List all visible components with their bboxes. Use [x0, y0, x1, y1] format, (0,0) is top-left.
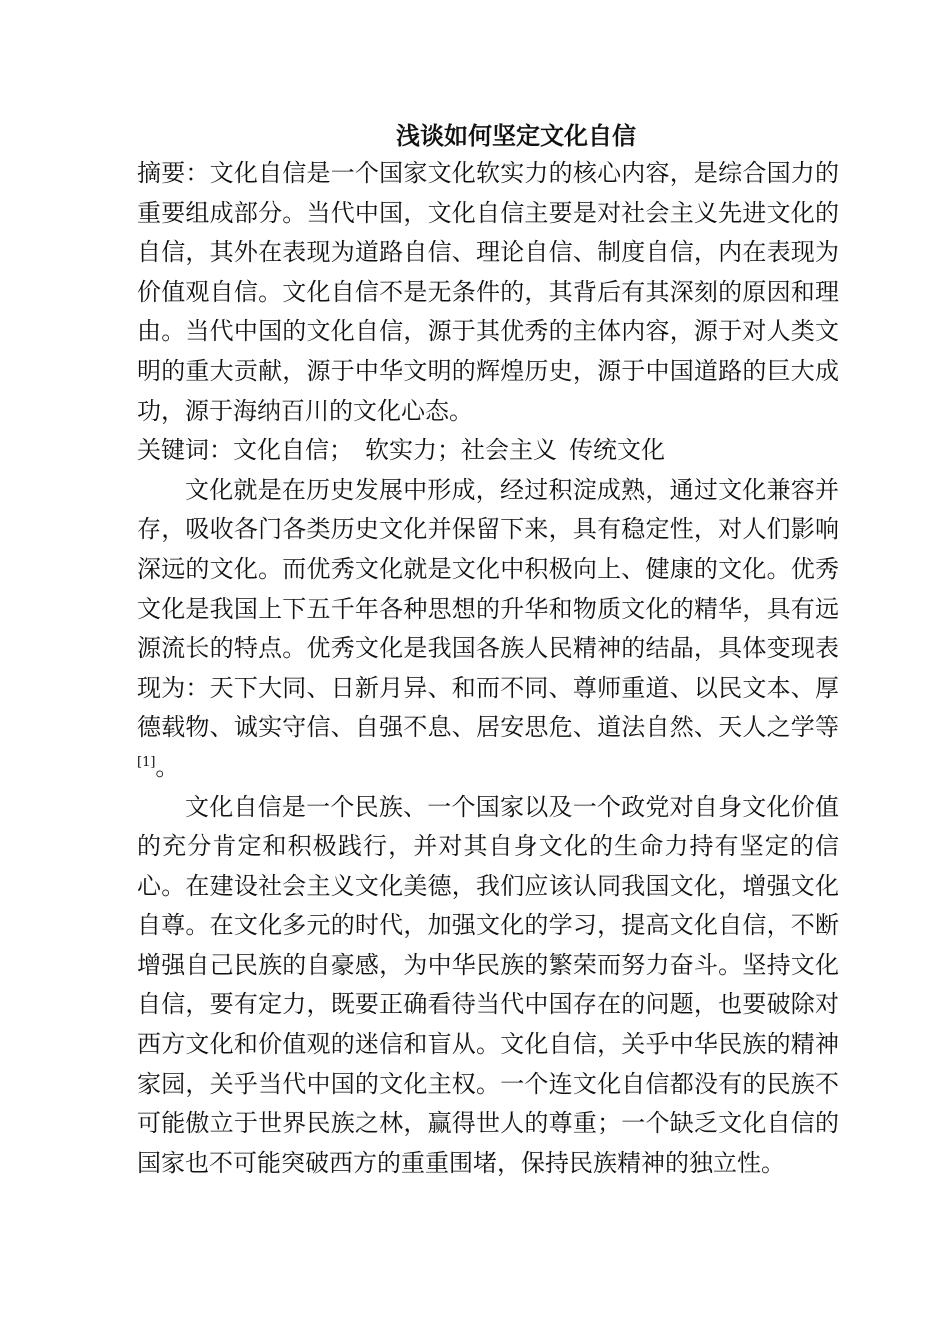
keyword-term: 软实力；社会主义	[365, 436, 557, 465]
body-paragraph-1	[137, 471, 839, 788]
document-title: 浅谈如何坚定文化自信	[396, 121, 636, 150]
citation-marker: [1]	[137, 754, 156, 770]
paragraph-tail: 。	[155, 752, 180, 781]
paragraph-text: 文化就是在历史发展中形成，经过积淀成熟，通过文化兼容并存，吸收各门各类历史文化并保留下来，具有稳定性，对人们影响深远的文化。而优秀文化就是文化中积极向上、健康的文化。优秀文化是我国上下五千年各种思想的升华和物质文化的精华，具有远源流长的特点。优秀文化是我国各族人民精神的结晶，具体变现表现为：天下大同、日新月异、和而不同、尊师重道、以民文本、厚德载物、诚实守信、自强不息、居安思危、道法自然、天人之学等	[137, 475, 839, 742]
body-paragraph-2: 文化自信是一个民族、一个国家以及一个政党对自身文化价值的充分肯定和积极践行，并对其自身文化的生命力持有坚定的信心。在建设社会主义文化美德，我们应该认同我国文化，增强文化自尊。在文化多元的时代，加强文化的学习，提高文化自信，不断增强自己民族的自豪感，为中华民族的繁荣而努力奋斗。坚持文化自信，要有定力，既要正确看待当代中国存在的问题，也要破除对西方文化和价值观的迷信和盲从。文化自信，关乎中华民族的精神家园，关乎当代中国的文化主权。一个连文化自信都没有的民族不可能傲立于世界民族之林，赢得世人的尊重；一个缺乏文化自信的国家也不可能突破西方的重重围堵，保持民族精神的独立性。	[137, 792, 839, 1177]
keyword-term: 文化自信；	[233, 436, 353, 465]
keywords-label: 关键词：	[137, 436, 233, 465]
document-body	[137, 118, 839, 1183]
keywords-line	[137, 431, 839, 471]
keyword-term: 传统文化	[569, 436, 665, 465]
abstract-paragraph: 摘要：文化自信是一个国家文化软实力的核心内容，是综合国力的重要组成部分。当代中国，文化自信主要是对社会主义先进文化的自信，其外在表现为道路自信、理论自信、制度自信，内在表现为价值观自信。文化自信不是无条件的，其背后有其深刻的原因和理由。当代中国的文化自信，源于其优秀的主体内容，源于对人类文明的重大贡献，源于中华文明的辉煌历史，源于中国道路的巨大成功，源于海纳百川的文化心态。	[137, 159, 839, 425]
